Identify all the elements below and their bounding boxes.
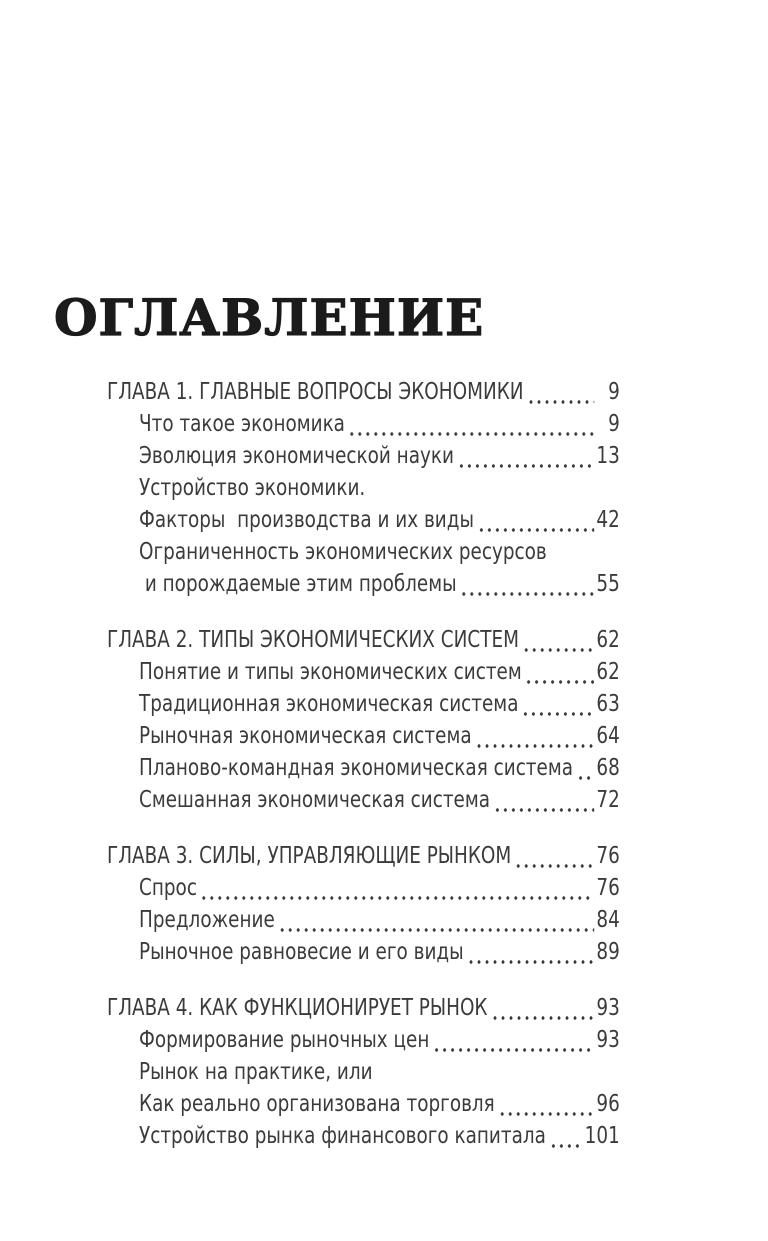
dot-leader [477,504,594,536]
toc-page-number: 96 [596,1091,620,1117]
dot-leader [460,568,594,600]
toc-chapter [107,376,620,600]
toc-entry [107,720,620,752]
toc-entry-label: Рынок на практике, или [139,1059,373,1085]
toc-entry [107,504,620,536]
toc-page-number: 76 [596,843,620,869]
toc-page-number: 89 [596,939,620,965]
toc-page-number: 101 [584,1123,620,1149]
toc-page-number: 13 [596,443,620,469]
toc-page-number: 93 [596,1027,620,1053]
toc-entry-label: и порождаемые этим проблемы [139,571,457,597]
toc-page-number: 55 [596,571,620,597]
toc-list [107,376,620,1152]
toc-page-number: 76 [596,875,620,901]
dot-leader [200,872,594,904]
toc-entry [107,784,620,816]
dot-leader [514,840,594,872]
toc-entry [107,536,620,568]
toc-entry [107,1056,620,1088]
dot-leader [549,1120,583,1152]
toc-chapter-heading [107,376,620,408]
toc-page-number: 62 [596,659,620,685]
toc-chapter [107,992,620,1152]
dot-leader [348,408,594,440]
toc-entry-label: Планово-командная экономическая система [139,755,573,781]
toc-entry [107,568,620,600]
toc-entry [107,1088,620,1120]
dot-leader [527,376,594,408]
toc-page-number: 9 [608,379,620,405]
toc-page-number: 63 [596,691,620,717]
toc-page-number: 9 [608,411,620,437]
toc-chapter-heading [107,992,620,1024]
toc-chapter-title: ГЛАВА 2. ТИПЫ ЭКОНОМИЧЕСКИХ СИСТЕМ [107,627,519,653]
toc-entry-label: Рыночное равновесие и его виды [139,939,464,965]
toc-entry [107,872,620,904]
dot-leader [278,904,594,936]
toc-entry-label: Понятие и типы экономических систем [139,659,522,685]
toc-entry-label: Как реально организована торговля [139,1091,495,1117]
toc-entry [107,408,620,440]
toc-entry [107,936,620,968]
toc-entry-label: Ограниченность экономических ресурсов [139,539,547,565]
toc-entry-label: Спрос [139,875,197,901]
toc-chapter [107,624,620,816]
toc-chapter-title: ГЛАВА 3. СИЛЫ, УПРАВЛЯЮЩИЕ РЫНКОМ [107,843,512,869]
toc-entry [107,472,620,504]
toc-entry [107,752,620,784]
toc-entry-label: Устройство экономики. [139,475,366,501]
toc-entry [107,1024,620,1056]
toc-chapter-heading [107,624,620,656]
dot-leader [457,440,594,472]
toc-entry [107,904,620,936]
toc-entry-label: Факторы производства и их виды [139,507,475,533]
toc-page-number: 64 [596,723,620,749]
toc-page-number: 84 [596,907,620,933]
toc-page-number: 42 [596,507,620,533]
toc-chapter-title: ГЛАВА 1. ГЛАВНЫЕ ВОПРОСЫ ЭКОНОМИКИ [107,379,524,405]
dot-leader [522,688,595,720]
toc-entry-label: Что такое экономика [139,411,345,437]
dot-leader [491,992,595,1024]
toc-entry-label: Устройство рынка финансового капитала [139,1123,546,1149]
toc-entry [107,1120,620,1152]
page-title: ОГЛАВЛЕНИЕ [54,288,485,347]
dot-leader [576,752,594,784]
toc-chapter-heading [107,840,620,872]
toc-entry [107,440,620,472]
toc-page-number: 72 [596,787,620,813]
toc-chapter-title: ГЛАВА 4. КАК ФУНКЦИОНИРУЕТ РЫНОК [107,995,488,1021]
toc-page-number: 68 [596,755,620,781]
toc-entry [107,688,620,720]
dot-leader [525,656,594,688]
dot-leader [522,624,594,656]
dot-leader [493,784,594,816]
toc-entry [107,656,620,688]
toc-page-number: 62 [596,627,620,653]
toc-entry-label: Эволюция экономической науки [139,443,454,469]
dot-leader [498,1088,594,1120]
dot-leader [475,720,594,752]
toc-entry-label: Традиционная экономическая система [139,691,519,717]
dot-leader [433,1024,595,1056]
toc-chapter [107,840,620,968]
toc-entry-label: Формирование рыночных цен [139,1027,430,1053]
toc-page-number: 93 [596,995,620,1021]
toc-entry-label: Предложение [139,907,275,933]
dot-leader [467,936,594,968]
toc-entry-label: Рыночная экономическая система [139,723,472,749]
toc-entry-label: Смешанная экономическая система [139,787,491,813]
